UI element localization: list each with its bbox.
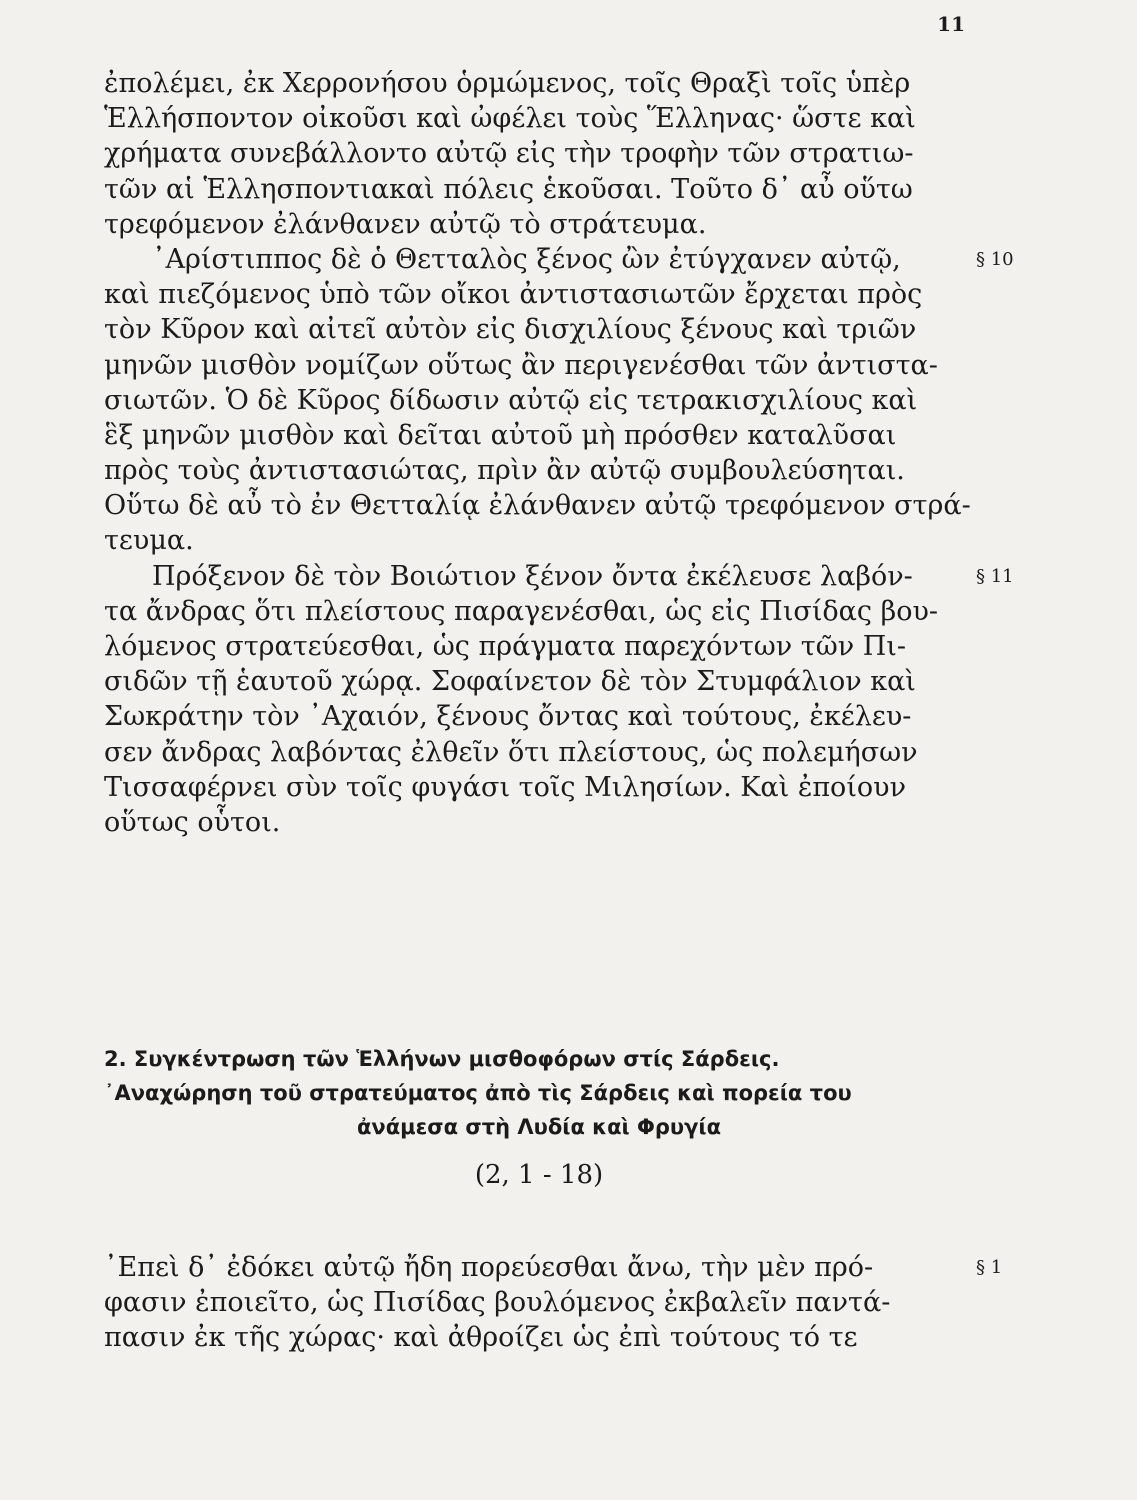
page-number: 11 (937, 12, 965, 36)
heading-line: ἀνάμεσα στὴ Λυδία καὶ Φρυγία (356, 1115, 721, 1139)
heading-line: 2. Συγκέντρωση τῶν Ἑλλήνων μισθοφόρων στίς Σάρδεις. (104, 1047, 780, 1071)
text-line: πασιν ἐκ τῆς χώρας· καὶ ἀθροίζει ὡς ἐπὶ τούτους τό τε (104, 1322, 858, 1354)
text-line: τα ἄνδρας ὅτι πλείστους παραγενέσθαι, ὡς εἰς Πισίδας βου- (104, 595, 939, 627)
text-line: λόμενος στρατεύεσθαι, ὡς πράγματα παρεχόντων τῶν Πι- (104, 631, 907, 662)
text-line: ἐπολέμει, ἐκ Χερρονήσου ὁρμώμενος, τοῖς Θραξὶ τοῖς ὑπὲρ (104, 68, 911, 99)
text-line: τὸν Κῦρον καὶ αἰτεῖ αὐτὸν εἰς δισχιλίους ξένους καὶ τριῶν (104, 314, 917, 346)
paragraph-2 (104, 242, 1014, 559)
text-line: τρεφόμενον ἐλάνθανεν αὐτῷ τὸ στράτευμα. (104, 208, 707, 240)
heading-line: ᾽Αναχώρηση τοῦ στρατεύματος ἀπὸ τὶς Σάρδεις καὶ πορεία του (104, 1081, 852, 1105)
text-line: σεν ἄνδρας λαβόντας ἐλθεῖν ὅτι πλείστους, ὡς πολεμήσων (104, 736, 918, 768)
text-line: ἓξ μηνῶν μισθὸν καὶ δεῖται αὐτοῦ μὴ πρόσθεν καταλῦσαι (104, 419, 897, 451)
text-line: Τισσαφέρνει σὺν τοῖς φυγάσι τοῖς Μιλησίων. Καὶ ἐποίουν (104, 771, 906, 803)
passage-reference: (2, 1 - 18) (474, 1160, 604, 1190)
text-line: χρήματα συνεβάλλοντο αὐτῷ εἰς τὴν τροφὴν τῶν στρατιω- (104, 138, 914, 170)
section-marker: § 11 (976, 565, 1014, 587)
final-paragraph (104, 1250, 1003, 1356)
section-marker: § 10 (976, 248, 1014, 270)
text-line: καὶ πιεζόμενος ὑπὸ τῶν οἴκοι ἀντιστασιωτῶν ἔρχεται πρὸς (104, 279, 923, 311)
text-line: ᾽Επεὶ δ᾽ ἐδόκει αὐτῷ ἤδη πορεύεσθαι ἄνω, τὴν μὲν πρό- § 1 (104, 1250, 974, 1285)
text-line: Σωκράτην τὸν ᾽Αχαιόν, ξένους ὄντας καὶ τούτους, ἐκέλευ- (104, 701, 912, 733)
section-heading (104, 1042, 974, 1194)
text-line: οὕτως οὗτοι. (104, 806, 281, 838)
text-line: ᾽Αρίστιππος δὲ ὁ Θετταλὸς ξένος ὢν ἐτύγχανεν αὐτῷ, § 10 (104, 242, 974, 277)
text-line: σιωτῶν. Ὁ δὲ Κῦρος δίδωσιν αὐτῷ εἰς τετρακισχιλίους καὶ (104, 384, 918, 416)
text-line: σιδῶν τῇ ἑαυτοῦ χώρᾳ. Σοφαίνετον δὲ τὸν Στυμφάλιον καὶ (104, 666, 916, 698)
text-line: Πρόξενον δὲ τὸν Βοιώτιον ξένον ὄντα ἐκέλευσε λαβόν- § 11 (104, 559, 974, 594)
text-line: Οὕτω δὲ αὖ τὸ ἐν Θετταλίᾳ ἐλάνθανεν αὐτῷ τρεφόμενον στρά- (104, 490, 971, 522)
text-line: φασιν ἐποιεῖτο, ὡς Πισίδας βουλόμενος ἐκβαλεῖν παντά- (104, 1287, 891, 1319)
main-text (104, 66, 1014, 840)
text-line: πρὸς τοὺς ἀντιστασιώτας, πρὶν ἂν αὐτῷ συμβουλεύσηται. (104, 455, 905, 487)
paragraph-3 (104, 559, 1014, 841)
section-marker: § 1 (976, 1257, 1003, 1278)
text-line: τευμα. (104, 525, 194, 557)
text-line: τῶν αἱ Ἑλλησποντιακαὶ πόλεις ἑκοῦσαι. Τοῦτο δ᾽ αὖ οὕτω (104, 173, 913, 205)
text-line: Ἑλλήσποντον οἰκοῦσι καὶ ὠφέλει τοὺς Ἕλληνας· ὥστε καὶ (104, 103, 916, 135)
paragraph-1 (104, 66, 974, 242)
text-line: μηνῶν μισθὸν νομίζων οὕτως ἂν περιγενέσθαι τῶν ἀντιστα- (104, 349, 938, 381)
